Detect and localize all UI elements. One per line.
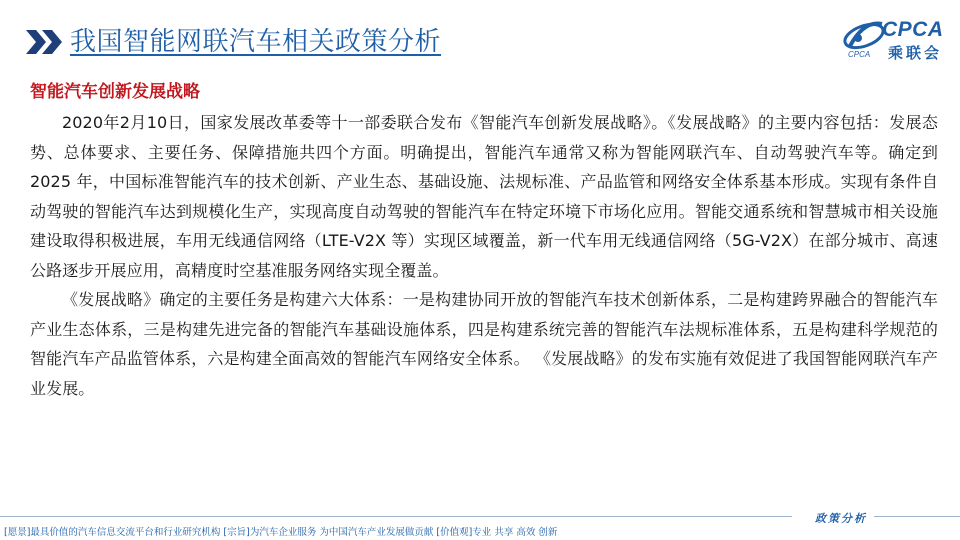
footer-divider-right: [874, 516, 960, 517]
cpca-logo: [842, 16, 954, 64]
paragraph-1: 2020年2月10日，国家发展改革委等十一部委联合发布《智能汽车创新发展战略》。《发展战略》的主要内容包括：发展态势、总体要求、主要任务、保障措施共四个方面。明确提出，智能汽车通常又称为智能网联汽车、自动驾驶汽车等。确定到2025 年，中国标准智能汽车的技术创新、产业生态、基础设施、法规标准、产品监管和网络安全体系基本形成。实现有条件自动驾驶的智能汽车达到规模化生产，实现高度自动驾驶的智能汽车在特定环境下市场化应用。智能交通系统和智慧城市相关设施建设取得积极进展，车用无线通信网络（LTE-V2X 等）实现区域覆盖，新一代车用无线通信网络（5G-V2X）在部分城市、高速公路逐步开展应用，高精度时空基准服务网络实现全覆盖。: [30, 113, 938, 280]
logo-small-text: CPCA: [848, 50, 871, 59]
header: [0, 0, 960, 70]
logo-text: CPCA: [882, 18, 944, 41]
paragraph-2: 《发展战略》确定的主要任务是构建六大体系：一是构建协同开放的智能汽车技术创新体系，二是构建跨界融合的智能汽车产业生态体系，三是构建先进完备的智能汽车基础设施体系，四是构建系统完善的智能汽车法规标准体系，五是构建科学规范的智能汽车产品监管体系，六是构建全面高效的智能汽车网络安全体系。 《发展战略》的发布实施有效促进了我国智能网联汽车产业发展。: [30, 290, 938, 398]
main-content: [30, 78, 938, 403]
page-title: 我国智能网联汽车相关政策分析: [70, 27, 442, 57]
section-heading: 智能汽车创新发展战略: [30, 82, 200, 102]
double-chevron-right-icon: [24, 28, 64, 56]
footer-section-label: 政策分析: [815, 512, 867, 525]
logo-cn-text: 乘联会: [888, 44, 943, 62]
footer-mission-text: [愿景]最具价值的汽车信息交流平台和行业研究机构 [宗旨]为汽车企业服务 为中国汽车产业发展做贡献 [价值观]专业 共享 高效 创新: [4, 527, 558, 538]
footer-divider: [0, 516, 792, 517]
